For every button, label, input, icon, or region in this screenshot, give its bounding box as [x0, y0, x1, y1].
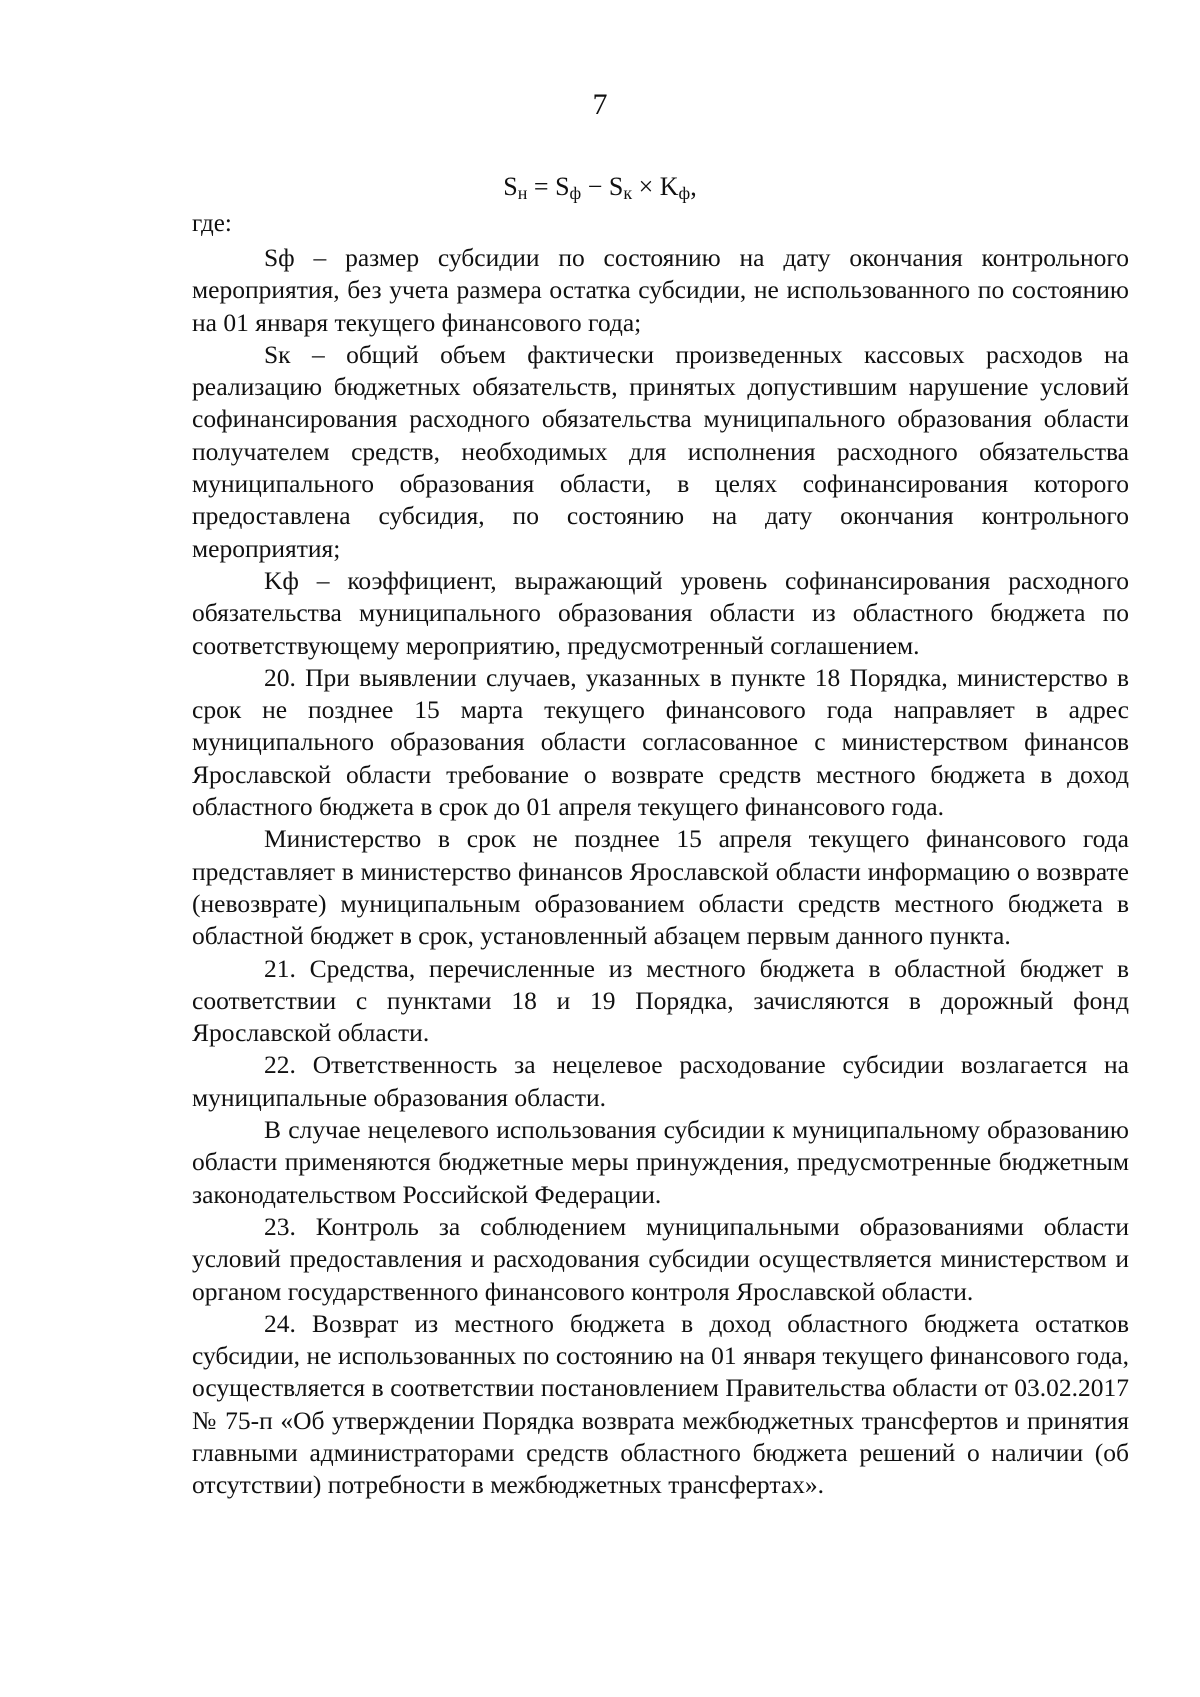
formula-term1: S	[555, 172, 570, 201]
paragraph: Sф – размер субсидии по состоянию на дату окончания контрольного мероприятия, без учета размера остатка субсидии, не использованного по состоянию на 01 января текущего финансового года;	[192, 243, 1129, 337]
formula-times: ×	[632, 172, 660, 201]
formula-term1-sub: ф	[569, 183, 582, 203]
document-body	[192, 242, 1129, 1502]
where-label: где:	[192, 210, 232, 237]
paragraph: Sк – общий объем фактически произведенных кассовых расходов на реализацию бюджетных обязательств, принятых допустившим нарушение условий софинансирования расходного обязательства муниципального образования области получателем средств, необходимых для исполнения расходного обязательства муниципального образования области, в целях софинансирования которого предоставлена субсидия, по состоянию на дату окончания контрольного мероприятия;	[192, 339, 1129, 563]
formula-lhs-sub: н	[517, 183, 528, 203]
formula-end: ,	[690, 172, 697, 201]
formula	[0, 170, 1200, 210]
paragraph: 22. Ответственность за нецелевое расходование субсидии возлагается на муниципальные образования области.	[192, 1050, 1129, 1112]
formula-minus: −	[581, 172, 609, 201]
formula-term2: S	[608, 172, 624, 201]
paragraph: 20. При выявлении случаев, указанных в пункте 18 Порядка, министерство в срок не позднее 15 марта текущего финансового года направляет в адрес муниципального образования области согласованное с министерством финансов Ярославской области требование о возврате средств местного бюджета в доход областного бюджета в срок до 01 апреля текущего финансового года.	[192, 662, 1129, 822]
page-number: 7	[592, 88, 608, 121]
formula-eq: =	[527, 172, 556, 201]
formula-term3-sub: ф	[678, 183, 691, 203]
paragraph: 23. Контроль за соблюдением муниципальными образованиями области условий предоставления и расходования субсидии осуществляется министерством и органом государственного финансового контроля Ярославской области.	[192, 1211, 1129, 1306]
paragraph: Kф – коэффициент, выражающий уровень софинансирования расходного обязательства муниципального образования области из областного бюджета по соответствующему мероприятию, предусмотренный соглашением.	[192, 565, 1129, 660]
paragraph: 24. Возврат из местного бюджета в доход областного бюджета остатков субсидии, не использованных по состоянию на 01 января текущего финансового года, осуществляется в соответствии постановлением Правительства области от 03.02.2017 № 75-п «Об утверждении Порядка возврата межбюджетных трансфертов и принятия главными администраторами средств областного бюджета решений о наличии (об отсутствии) потребности в межбюджетных трансфертах».	[192, 1308, 1129, 1500]
formula-lhs: S	[503, 172, 518, 201]
formula-term2-sub: к	[623, 183, 633, 203]
paragraph: 21. Средства, перечисленные из местного бюджета в областной бюджет в соответствии с пунктами 18 и 19 Порядка, зачисляются в дорожный фонд Ярославской области.	[192, 953, 1129, 1048]
formula-term3: K	[659, 172, 679, 201]
paragraph: В случае нецелевого использования субсидии к муниципальному образованию области применяются бюджетные меры принуждения, предусмотренные бюджетным законодательством Российской Федерации.	[192, 1115, 1129, 1209]
paragraph: Министерство в срок не позднее 15 апреля текущего финансового года представляет в министерство финансов Ярославской области информацию о возврате (невозврате) муниципальным образованием области средств местного бюджета в областной бюджет в срок, установленный абзацем первым данного пункта.	[192, 824, 1129, 951]
